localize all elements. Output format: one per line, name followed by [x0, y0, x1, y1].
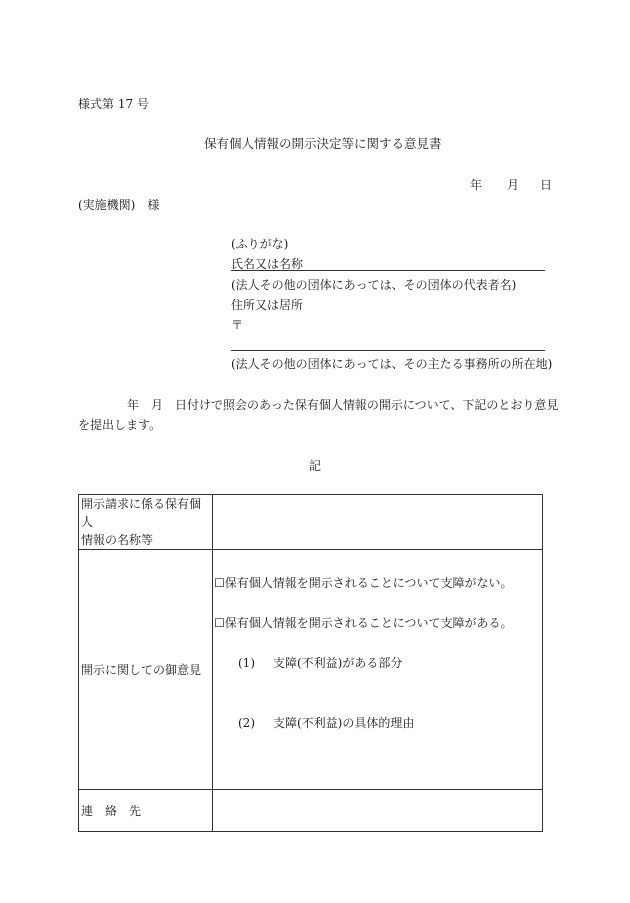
- contact-label-cell: [79, 790, 213, 832]
- ki-heading: 記: [309, 459, 322, 473]
- option-issue-label: 保有個人情報を開示されることについて支障がある。: [224, 616, 513, 630]
- address-underline: [231, 350, 545, 351]
- option-issue[interactable]: [214, 614, 513, 631]
- name-underline: [231, 270, 545, 271]
- body-text-line1: 年 月 日付けで照会のあった保有個人情報の開示について、下記のとおり意見: [127, 398, 559, 412]
- opinion-label: 開示に関しての御意見: [81, 662, 202, 677]
- sub-item-2: [238, 714, 414, 731]
- table-row: [79, 790, 543, 832]
- request-info-label-line2: 情報の名称等: [81, 533, 154, 547]
- name-label: 氏名又は名称: [231, 257, 304, 271]
- sub-item-2-number: (2): [238, 716, 255, 730]
- request-info-label-cell: [79, 495, 213, 550]
- furigana-label: (ふりがな): [231, 237, 289, 251]
- body-text-line2: を提出します。: [78, 418, 162, 432]
- contact-value-cell[interactable]: [213, 790, 543, 832]
- opinion-table: [78, 494, 543, 832]
- sub-item-2-label: 支障(不利益)の具体的理由: [273, 716, 415, 730]
- checkbox-icon[interactable]: ☐: [214, 616, 225, 630]
- table-row: [79, 550, 543, 790]
- address-label: 住所又は居所: [231, 298, 304, 312]
- addressee: (実施機関) 様: [78, 198, 160, 212]
- address-note: (法人その他の団体にあっては、その主たる事務所の所在地): [231, 357, 553, 371]
- opinion-value-cell[interactable]: [213, 550, 543, 790]
- postal-mark: 〒: [231, 318, 244, 332]
- sub-item-1-label: 支障(不利益)がある部分: [273, 656, 403, 670]
- contact-label: 連 絡 先: [81, 803, 142, 818]
- name-note: (法人その他の団体にあっては、その団体の代表者名): [231, 278, 517, 292]
- request-info-value-cell[interactable]: [213, 495, 543, 550]
- date-month-label: 月: [507, 178, 520, 192]
- opinion-label-cell: [79, 550, 213, 790]
- table-row: [79, 495, 543, 550]
- date-year-label: 年: [470, 178, 483, 192]
- option-no-issue-label: 保有個人情報を開示されることについて支障がない。: [224, 576, 513, 590]
- sub-item-1: [238, 654, 402, 671]
- checkbox-icon[interactable]: ☐: [214, 576, 225, 590]
- date-day-label: 日: [540, 178, 553, 192]
- sub-item-1-number: (1): [238, 656, 255, 670]
- request-info-label-line1: 開示請求に係る保有個人: [81, 497, 202, 529]
- option-no-issue[interactable]: [214, 574, 513, 591]
- document-title: 保有個人情報の開示決定等に関する意見書: [204, 136, 442, 151]
- form-number: 様式第 17 号: [78, 97, 149, 111]
